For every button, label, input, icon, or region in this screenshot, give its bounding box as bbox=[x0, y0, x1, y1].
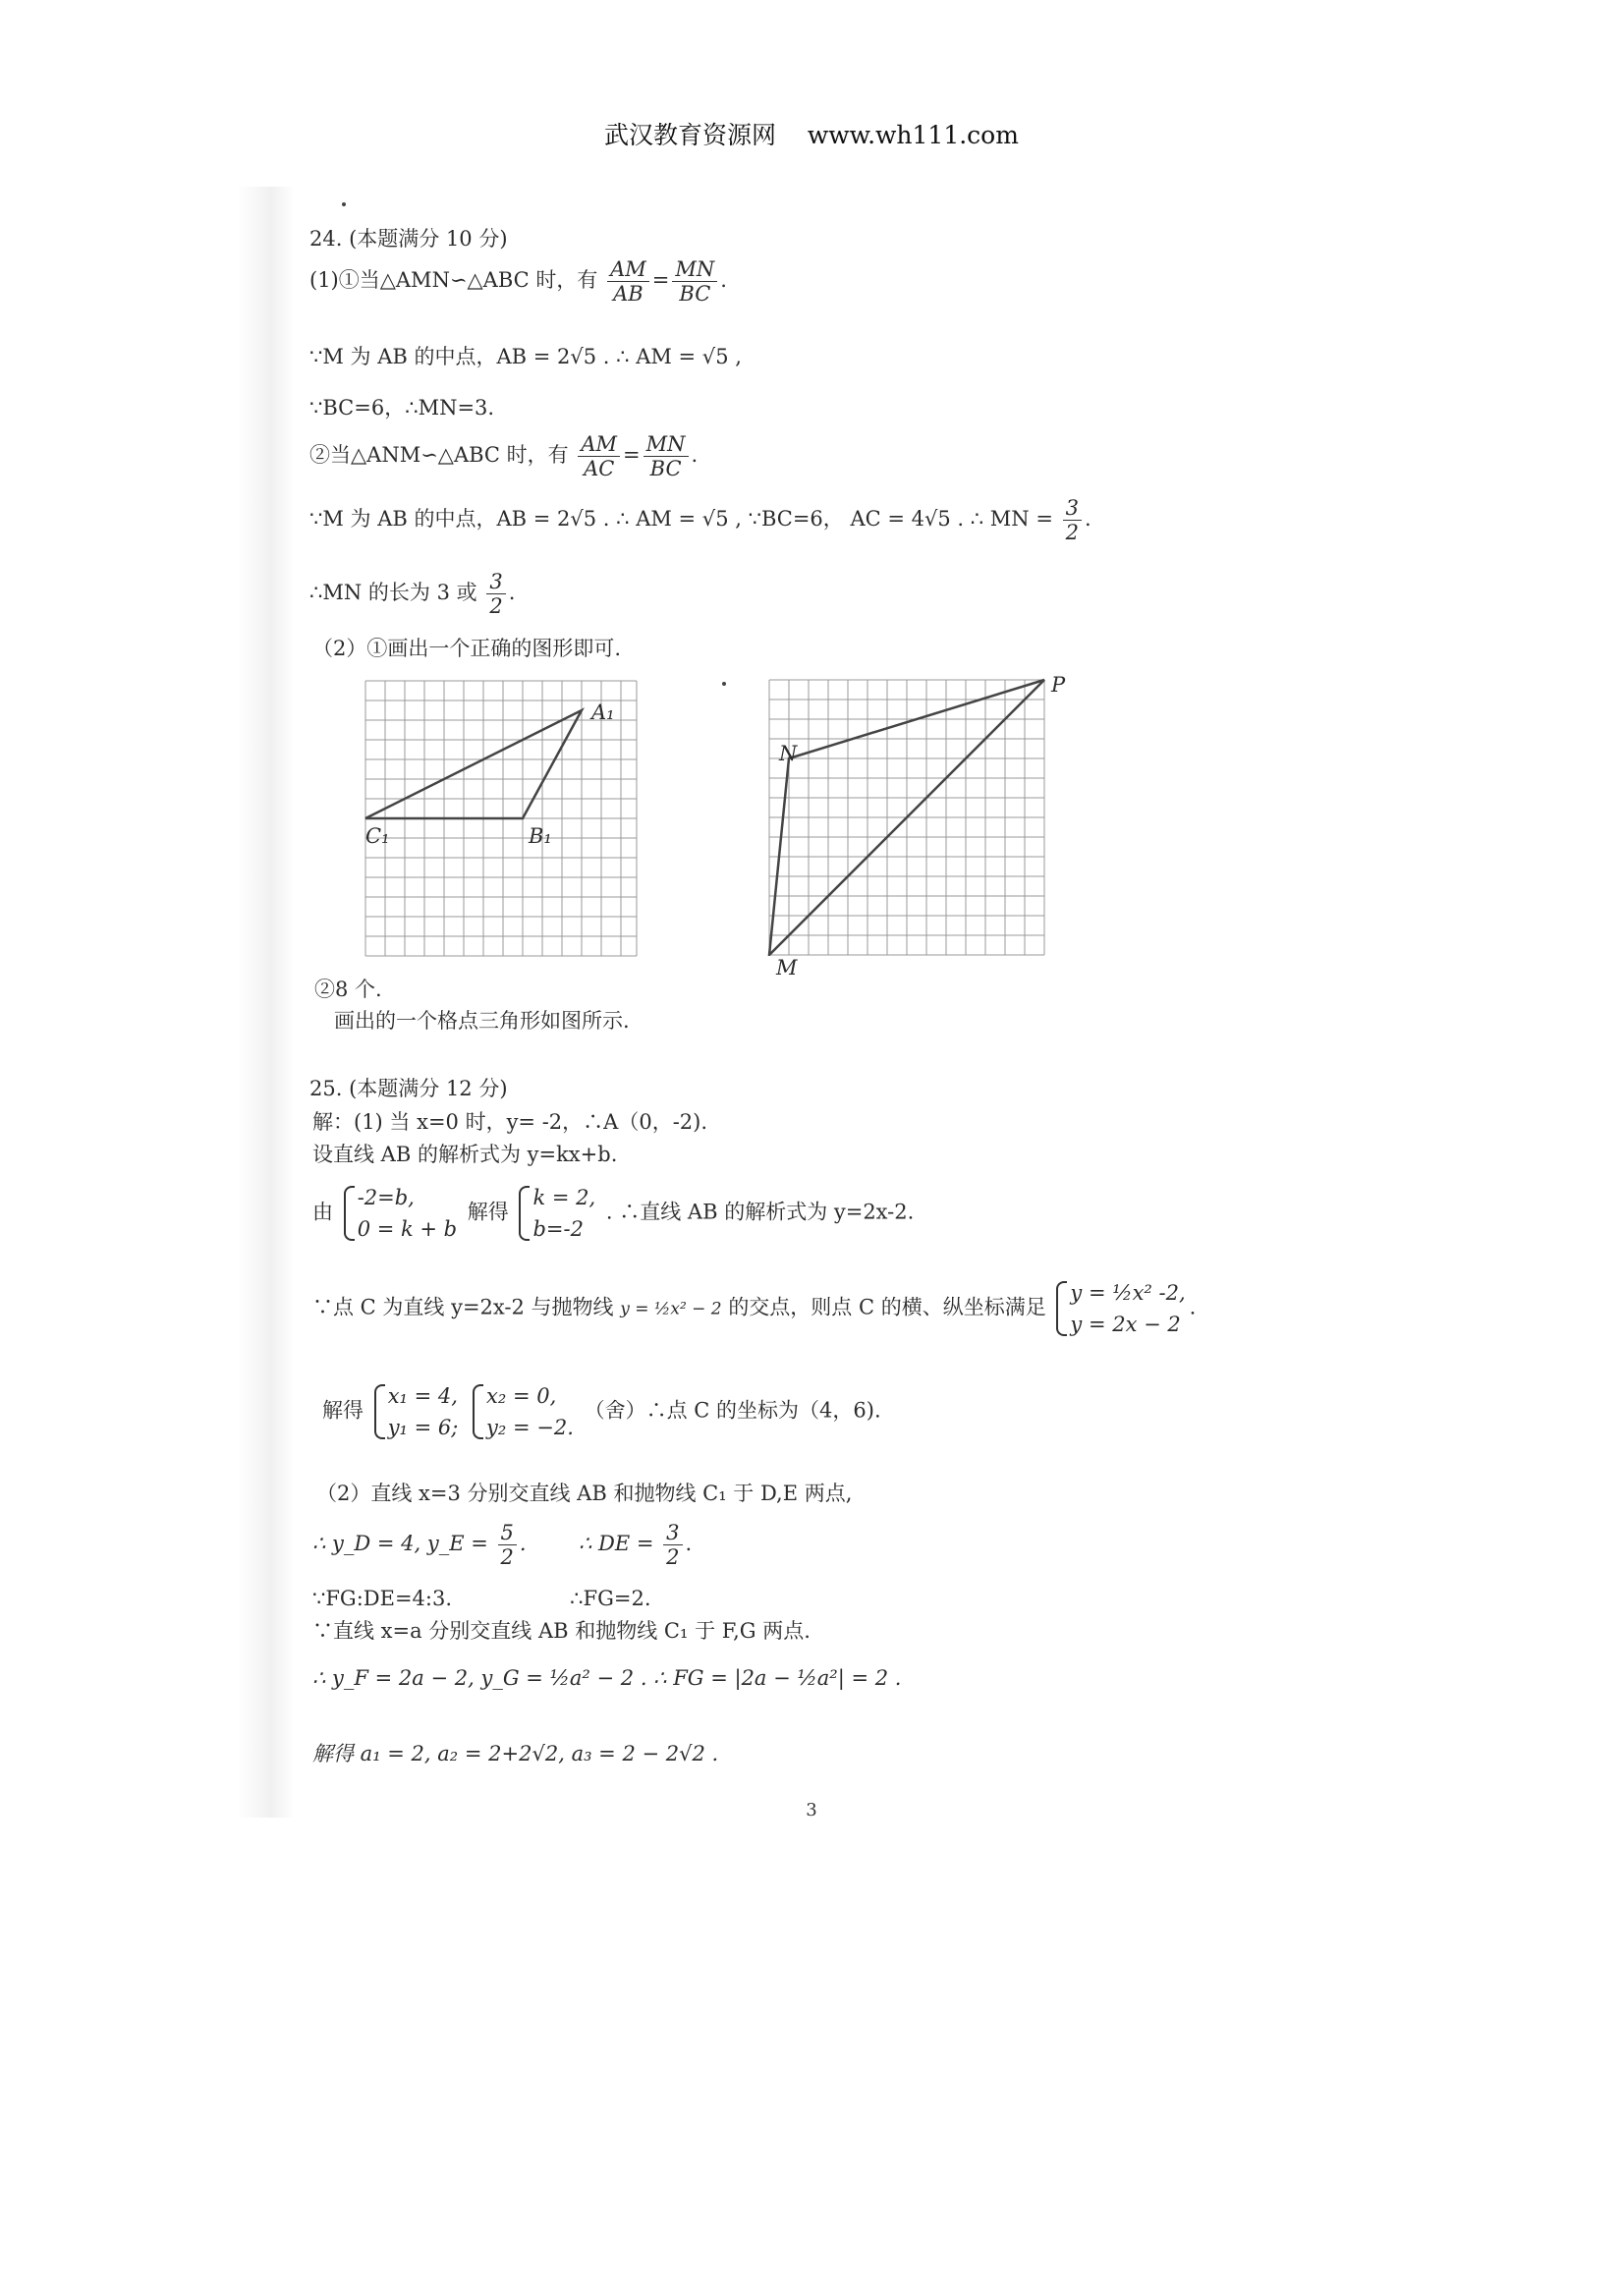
grid-figure-2 bbox=[761, 676, 1056, 956]
q25-l5: 解得 x₁ = 4, y₁ = 6; x₂ = 0, y₂ = −2. （舍）∴点 C 的坐标为（4，6). bbox=[322, 1380, 881, 1443]
fraction-am-ac: $\frac{AM}{AC}$ bbox=[578, 432, 620, 480]
fraction-3-2-b: $\frac{3}{2}$ bbox=[486, 570, 505, 618]
q24-p1: (1)①当△AMN∽△ABC 时，有 $\frac{AM}{AB}$ = $\frac{MN}{BC}$ . bbox=[309, 257, 727, 306]
q25-title: 25. (本题满分 12 分) bbox=[309, 1077, 508, 1100]
q25-l3: 由 -2=b, 0 = k + b 解得 k = 2, b=-2 . ∴直线 AB 的解析式为 y=2x-2. bbox=[312, 1182, 914, 1245]
fraction-mn-bc: $\frac{MN}{BC}$ bbox=[672, 257, 717, 306]
q25-l6: （2）直线 x=3 分别交直线 AB 和抛物线 C₁ 于 D,E 两点, bbox=[316, 1482, 853, 1505]
q24-p7: （2）①画出一个正确的图形即可. bbox=[312, 637, 622, 660]
label-p: P bbox=[1051, 673, 1066, 697]
page-number: 3 bbox=[806, 1800, 817, 1820]
scan-shadow bbox=[236, 187, 295, 1818]
fraction-3-2-c: $\frac{3}{2}$ bbox=[663, 1521, 682, 1569]
system-5: x₂ = 0, y₂ = −2. bbox=[473, 1380, 574, 1443]
label-c1: C₁ bbox=[365, 824, 390, 848]
fraction-3-2: $\frac{3}{2}$ bbox=[1063, 496, 1082, 544]
q25-l8: ∵FG:DE=4:3. ∴FG=2. bbox=[312, 1587, 651, 1610]
site-url: www.wh111.com bbox=[807, 121, 1019, 149]
page-header bbox=[0, 116, 1623, 151]
q25-l10: ∴ y_F = 2a − 2, y_G = ½a² − 2 . ∴ FG = |2a − ½a²| = 2 . bbox=[312, 1666, 902, 1690]
q25-l11: 解得 a₁ = 2, a₂ = 2+2√2, a₃ = 2 − 2√2 . bbox=[312, 1742, 719, 1765]
fraction-mn-bc-2: $\frac{MN}{BC}$ bbox=[644, 432, 689, 480]
q25-l4: ∵点 C 为直线 y=2x-2 与抛物线 y = ½x² − 2 的交点，则点 C 的横、纵坐标满足 y = ½x² -2, y = 2x − 2 . bbox=[312, 1277, 1196, 1340]
q24-p1-text: (1)①当△AMN∽△ABC 时，有 bbox=[309, 268, 598, 292]
q25-l7: ∴ y_D = 4, y_E = $\frac{5}{2}$ . ∴ DE = $\frac{3}{2}$ . bbox=[312, 1521, 693, 1569]
label-a1: A₁ bbox=[591, 700, 615, 724]
q24-title: 24. (本题满分 10 分) bbox=[309, 227, 508, 251]
label-b1: B₁ bbox=[529, 824, 552, 848]
q24-p8: ②8 个. bbox=[314, 978, 382, 1001]
q24-p3: ∵BC=6，∴MN=3. bbox=[309, 396, 495, 420]
fraction-5-2: $\frac{5}{2}$ bbox=[498, 1521, 517, 1569]
q25-l9: ∵直线 x=a 分别交直线 AB 和抛物线 C₁ 于 F,G 两点. bbox=[312, 1619, 811, 1643]
q24-p2: ∵M 为 AB 的中点，AB = 2√5 . ∴ AM = √5 , bbox=[309, 345, 742, 368]
speck bbox=[342, 202, 346, 206]
parabola-expression: y = ½x² − 2 bbox=[620, 1299, 722, 1319]
q24-p5: ∵M 为 AB 的中点，AB = 2√5 . ∴ AM = √5 , ∵BC=6， AC = 4√5 . ∴ MN = $\frac{3}{2}$ . bbox=[309, 496, 1091, 544]
site-name: 武汉教育资源网 bbox=[604, 121, 777, 149]
label-m: M bbox=[776, 956, 798, 980]
system-2: k = 2, b=-2 bbox=[519, 1182, 595, 1245]
fraction-am-ab: $\frac{AM}{AB}$ bbox=[607, 257, 649, 306]
system-3: y = ½x² -2, y = 2x − 2 bbox=[1056, 1277, 1185, 1340]
system-1: -2=b, 0 = k + b bbox=[344, 1182, 457, 1245]
speck-2 bbox=[722, 682, 726, 686]
q25-l2: 设直线 AB 的解析式为 y=kx+b. bbox=[312, 1143, 618, 1166]
q24-p6: ∴MN 的长为 3 或 $\frac{3}{2}$ . bbox=[309, 570, 516, 618]
label-n: N bbox=[779, 742, 798, 765]
q24-p9: 画出的一个格点三角形如图所示. bbox=[334, 1009, 630, 1033]
q24-p4: ②当△ANM∽△ABC 时，有 $\frac{AM}{AC}$ = $\frac{MN}{BC}$ . bbox=[309, 432, 699, 480]
triangle-a1b1c1 bbox=[365, 710, 582, 818]
system-4: x₁ = 4, y₁ = 6; bbox=[374, 1380, 459, 1443]
q25-l1: 解：(1) 当 x=0 时，y= -2，∴A（0，-2). bbox=[312, 1110, 708, 1134]
